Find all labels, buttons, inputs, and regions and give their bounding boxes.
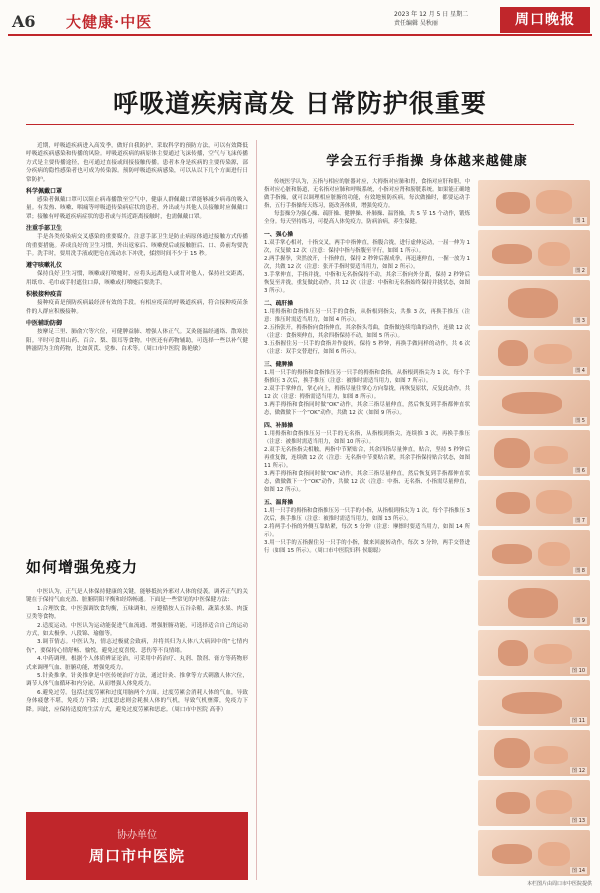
hand-exercise-photo	[478, 780, 590, 826]
hand-figure	[496, 192, 530, 214]
hand-exercise-photo	[478, 380, 590, 426]
hand-exercise-photo	[478, 730, 590, 776]
hand-exercise-photo	[478, 530, 590, 576]
hand-exercise-photo	[478, 430, 590, 476]
hand-figure	[494, 438, 530, 468]
immunity-paragraph: 5.针灸推拿。针灸推拿是中医传统治疗方法，通过针灸、推拿等方式刺激人体穴位，调节人体气血循环和内分泌，从而增强人体免疫力。	[26, 673, 248, 688]
photo-credit: 本栏图片由周口市中医院提供	[526, 881, 592, 887]
hand-exercise-photo	[478, 280, 590, 326]
hand-figure	[492, 544, 532, 564]
hand-exercise-photo	[478, 830, 590, 876]
hand-exercise-photo	[478, 580, 590, 626]
figure-label: 图 7	[575, 518, 585, 524]
exercise-step: 2.双手手掌伸直，掌心向上，拇指尽量往掌心方向靠拢，再恢复原状，反复此动作，共 12 次（注意：拇指需适当用力，如图 8 所示）。	[264, 386, 470, 400]
hand-exercise-photo	[478, 330, 590, 376]
prevention-article	[26, 142, 248, 353]
masthead	[8, 6, 592, 36]
exercise-section-heading: 五、温肾操	[264, 500, 293, 506]
immunity-title: 如何增强免疫力	[26, 558, 139, 576]
headline-rule	[26, 124, 574, 125]
hand-figure	[534, 644, 572, 664]
hand-exercise-photo	[478, 630, 590, 676]
hand-exercise-photo	[478, 180, 590, 226]
editor-line: 责任编辑 吴秋丽	[394, 20, 438, 27]
figure-label: 图 11	[572, 718, 585, 724]
masthead-meta	[394, 10, 468, 28]
exercise-article	[264, 178, 470, 555]
figure-label: 图 4	[575, 368, 585, 374]
figure-label: 图 1	[575, 218, 585, 224]
immunity-paragraph: 中医认为，正气是人体保持健康的关键，能够抵抗外邪对人体的侵袭。调养正气的关键在于保持气血充盈、脏腑阴阳平衡和经络畅通。下面是一些常见的中医保健方法：	[26, 589, 248, 604]
exercise-step: 1.用拇指和食指推压另一只手的无名指，从指根到指尖，连续推 3 次，再换手推压（注意：被推时需适当用力，如图 10 所示）。	[264, 431, 470, 445]
figure-label: 图 13	[572, 818, 585, 824]
page-number: A6	[12, 12, 36, 31]
hand-figure	[538, 842, 570, 866]
section-text: 保持良好卫生习惯，咳嗽或打喷嚏时，应将头远离他人或背对他人，保持社交距离，用纸巾、毛巾或手肘遮住口鼻，咳嗽或打喷嚏后要洗手。	[26, 271, 248, 286]
hand-figure	[496, 492, 530, 514]
exercise-step: 2.将两手小指的外侧互靠贴紧，每次 5 分钟（注意：摩擦时要适当用力，如图 14 所示）。	[264, 524, 470, 538]
column-divider	[256, 140, 257, 880]
hand-figure	[498, 640, 528, 666]
hand-figure	[534, 746, 568, 764]
immunity-paragraph: 2.适度运动。中医认为运动能促进气血流通、增强脏腑功能，可选择适合自己的运动方式，如太极拳、八段锦、瑜伽等。	[26, 622, 248, 638]
article-intro: 近期，呼吸道疾病进入高发季，做好自我防护，采取科学的预防方法，可以有效降低呼吸道疾病感染和传播的风险。呼吸道疾病的病原体主要通过飞沫传播，空气与飞沫传播方式是主要传播途径，也可通过直接或间接接触传播。患者本身是疾病的主要传染源，部分疾病的隐性感染者也可成为传染源。预防呼吸道疾病感染，可以从以下几个方面进行日常防护。	[26, 143, 248, 183]
figure-label: 图 14	[572, 868, 585, 874]
immunity-paragraph: 6.避免过劳。包括过度劳累和过度用脑两个方面。过度劳累会消耗人体的气血，导致身体疲惫不堪，免疫力下降；过度思虑则会耗损人体的气机，导致气机壅滞，免疫力下降。因此，应保持适度的生活方式，避免过度劳累和思虑。（周口市中医院 高菲）	[26, 689, 248, 713]
hand-figure	[538, 542, 570, 566]
figure-label: 图 3	[575, 318, 585, 324]
immunity-paragraph: 1.合理饮食。中医强调饮食均衡，五味调和，应遵循按人五谷杂粮、蔬菜水果、肉蛋豆类等食物。	[26, 605, 248, 621]
exercise-section-heading: 三、健脾操	[264, 362, 293, 368]
hand-figure	[496, 792, 530, 814]
exercise-step: 1.用一只手的拇指和食指推压另一只手的拇指和食指，从指根到指尖为 1 次，每个手指推压 3 次后，换手推压（注意：被推时需适当用力，如图 7 所示）。	[264, 370, 470, 384]
section-text: 感染者佩戴口罩可以阻止病毒播散至空气中，健康人群佩戴口罩能够减少病毒的吸入量。有发热、咳嗽、咽痛等呼吸道传染病症状的患者，外出或与其他人员接触时应佩戴口罩；接触有呼吸道疾病症状的患者或与其近距离接触时，也需佩戴口罩。	[26, 197, 248, 220]
exercise-step: 2.两手握拳，突然放开，十指伸直，保持 2 秒钟后握成拳，再迅速伸直，一握一放为 1 次，共做 12 次（注意：张开手指时要适当用力，如图 2 所示）。	[264, 256, 470, 270]
exercise-step: 3.手掌伸直，手指并拢，中指和无名指保持不动，其余三指向外分离，保持 2 秒钟后恢复至并拢，重复做此动作，共 12 次（注意：中指和无名指始终保持并拢状态，如图 3 所示）。	[264, 272, 470, 294]
figure-label: 图 9	[575, 618, 585, 624]
section-heading: 积极接种疫苗	[26, 291, 63, 299]
exercise-section-heading: 一、强心操	[264, 232, 293, 238]
exercise-step: 1.用一只手的拇指和食指推压另一只手的小指，从指根到指尖为 1 次，每个手指推压 3 次后，换手推压（注意：被推时需适当用力，如图 13 所示）。	[264, 508, 470, 522]
hand-figure	[498, 340, 528, 366]
figure-label: 图 2	[575, 268, 585, 274]
hand-figure	[536, 190, 572, 214]
exercise-step: 3.五指握住另一只手的食指并作旋转，保持 5 秒钟，再换手做同样的动作，共 6 次（注意：双手交替进行，如图 6 所示）。	[264, 341, 470, 355]
exercise-title: 学会五行手指操 身体越来越健康	[326, 154, 528, 169]
figure-label: 图 6	[575, 468, 585, 474]
hand-figure	[492, 844, 532, 864]
hand-figure	[502, 392, 562, 414]
exercise-sections	[264, 229, 470, 555]
exercise-step: 3.用一只手的五指握住另一只手的小指，做来回旋转动作，每次 3 分钟，两手交替进行（如图 15 所示）。（周口市中医院妇科 侯聪聪）	[264, 540, 470, 554]
immunity-paragraph: 4.中药调理。根据个人体质辨证论治，可采用中药治疗、丸剂、散剂、膏方等药物形式来调理气血、脏腑功能，增强免疫力。	[26, 656, 248, 671]
section-heading: 科学佩戴口罩	[26, 188, 63, 196]
section-heading: 注重手部卫生	[26, 225, 63, 233]
exercise-step: 2.双手无名指指尖相触，两指中节紧贴合，其余四指尽量伸直，贴合，坚持 5 秒钟后再重复做，连续做 12 次（注意：无名指中节要贴合紧，其余手指保持贴合状态，如图 11 所示）。	[264, 447, 470, 469]
section-text: 接种疫苗是预防疾病最经济有效的手段。有相应疫苗的呼吸道疾病，符合接种疫苗条件的人群应积极接种。	[26, 300, 248, 315]
hand-figure	[492, 244, 532, 264]
exercise-schedule: 每套操分为强心操、疏肝操、健脾操、补肺操、温肾操，共 5 节 15 个动作，锻炼全身。每天坚持练习，可提高人体免疫力，防病治病，养生保健。	[264, 211, 470, 225]
figure-label: 图 12	[572, 768, 585, 774]
date-line: 2023 年 12 月 5 日 星期二	[394, 11, 469, 18]
exercise-section-heading: 二、疏肝操	[264, 301, 293, 307]
hand-figure	[534, 344, 572, 364]
figure-label: 图 5	[575, 418, 585, 424]
section-name: 大健康·中医	[66, 13, 153, 31]
hand-figure	[534, 446, 568, 464]
hand-figure	[508, 588, 558, 618]
immunity-article	[26, 588, 248, 714]
figure-label: 图 8	[575, 568, 585, 574]
article-sections	[26, 187, 248, 353]
exercise-step: 3.两手拇指和食指同时做“OK”动作，其余三指尽量伸直，然后恢复到手指都伸直状态，做做做下一个“OK”动作，共做 12 次（注意：中指、无名指、小指需尽量伸直，如图 12 所示）。	[264, 471, 470, 493]
hand-photo-column	[478, 180, 590, 880]
hand-figure	[508, 288, 558, 318]
page-headline: 呼吸道疾病高发 日常防护很重要	[113, 89, 487, 118]
hand-figure	[494, 738, 530, 768]
hand-figure	[538, 242, 570, 266]
exercise-step: 1.双手掌心相对，十指交叉，两手中指伸直，指腹合拢，进行虚伸运动，一屈一伸为 1 次，反复做 12 次（注意：保持中指与指腹至平行，如图 1 所示）。	[264, 240, 470, 254]
exercise-step: 2.五指张开，拇指指向食指伸直，其余指头弯曲，食指做连续弯曲的动作，连做 12 次（注意：食指须伸直，其余四指保持不动，如图 5 所示）。	[264, 325, 470, 339]
exercise-step: 1.用拇指和食指推压另一只手的食指，从指根到指尖，共推 3 次，再换手推压（注意：推压时需适当用力，如图 4 所示）。	[264, 309, 470, 323]
exercise-step: 3.两手拇指和食指同时做“OK”动作，其余三指尽量伸直，然后恢复到手指都伸直状态，做做做下一个“OK”动作，共做 12 次（如图 9 所示）。	[264, 402, 470, 416]
hand-exercise-photo	[478, 480, 590, 526]
hand-exercise-photo	[478, 230, 590, 276]
section-heading: 遵守咳嗽礼仪	[26, 262, 63, 270]
immunity-paragraph: 3.调节情志。中医认为，情志过极就会致病，并将其归为人体八大病因中的“七情内伤”，要保持心情舒畅、愉悦，避免过度喜悦、悲伤等不良情绪。	[26, 639, 248, 654]
hand-figure	[502, 692, 562, 714]
section-text: 按摩足三里、肺俞穴等穴位，可健脾益肺、增强人体正气。艾灸能温经通络、散寒扶阳。平时可食用山药、百合、梨、银耳等食物。中医还有药物辅助，可选择一些以补气健脾滋阴为主的药物，比如黄芪、党参、白术等。（周口市中医院 陈艳敏）	[26, 329, 248, 352]
hand-exercise-photo	[478, 680, 590, 726]
exercise-intro: 传统医学认为，五指与相应的脏器对应，大拇指对应肺和胃，食指对应肝和胆，中指对应心脏和肠道，无名指对应肺和呼吸系统，小指对应肾和膀胱系统。如果能正确地做手指操，就可以调理相应脏腑的功能，有效地预防疾病。每次做操时，都要运动手指，五行手指操每天练习，能改善体质，增强免疫力。	[264, 179, 470, 209]
figure-label: 图 10	[572, 668, 585, 674]
exercise-section-heading: 四、补肺操	[264, 423, 293, 429]
section-heading: 中医辅助防御	[26, 320, 63, 328]
paper-logo: 周口晚报	[500, 7, 590, 33]
organizer-name: 周口市中医院	[88, 847, 185, 865]
hand-figure	[536, 490, 572, 514]
section-text: 手是各类传染病交叉感染的重要媒介。注意手部卫生是防止病原体通过接触方式传播的重要措施。养成良好的卫生习惯，外出返家后、咳嗽便后或接触脏后、口、鼻前均要洗手。洗手时，要用洗手液或肥皂在流动水下冲洗，揉搓时间不少于 15 秒。	[26, 234, 248, 258]
organizer-label: 协办单位	[117, 830, 157, 841]
hand-figure	[536, 790, 572, 814]
organizer-box	[26, 812, 248, 880]
